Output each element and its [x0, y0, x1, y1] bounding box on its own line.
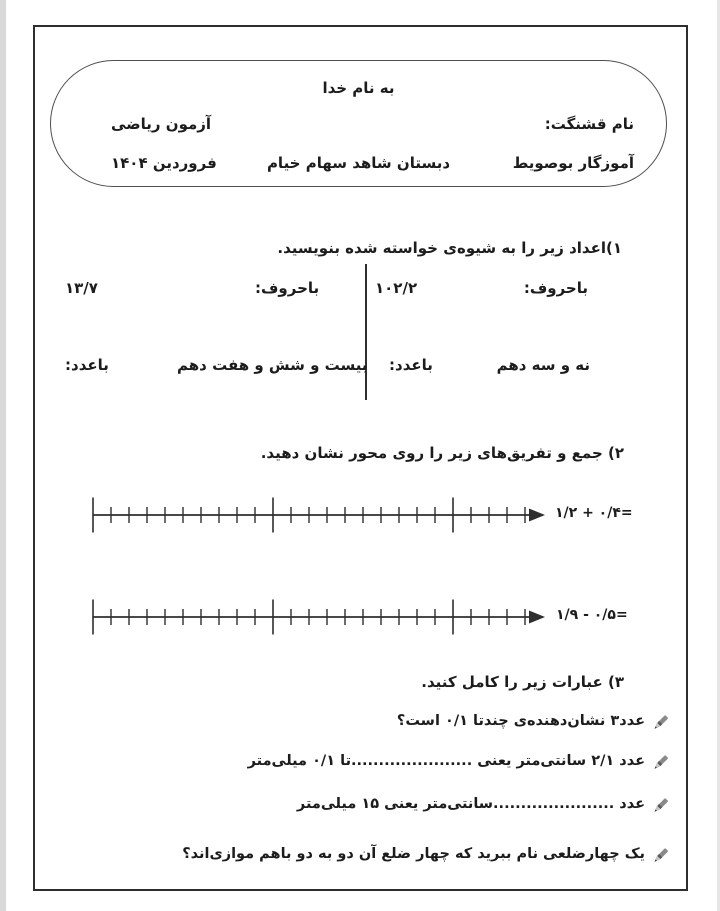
q1-words-right: نه و سه دهم [496, 356, 590, 374]
q3-item [297, 795, 670, 813]
question-1-column-divider [365, 264, 367, 400]
q1-inletters-label-left: باحروف: [255, 279, 320, 297]
q3-item [248, 752, 670, 770]
q2-expression-2: ۱/۹ - ۰/۵= [556, 607, 628, 623]
question-1-title: ۱)اعداد زیر را به شیوه‌ی خواسته شده بنویسید. [277, 239, 622, 257]
exam-title: آزمون ریاضی [111, 115, 212, 133]
question-3-title: ۳) عبارات زیر را کامل کنید. [421, 673, 624, 691]
q1-number-right: ۱۰۲/۲ [375, 279, 418, 297]
worksheet-page [33, 25, 688, 891]
q2-expression-1: ۱/۲ + ۰/۴= [555, 505, 633, 521]
teacher-name: آموزگار بوصویط [512, 154, 634, 172]
q1-indigits-label-left: باعدد: [65, 356, 109, 374]
pencil-icon [648, 710, 673, 735]
student-name-label: نام قشنگت: [544, 115, 634, 133]
pencil-icon [648, 750, 673, 775]
q3-item-text: عدد ......................سانتی‌متر یعنی ۱۵ میلی‌متر [296, 796, 645, 812]
q3-item-text: عدد۳ نشان‌دهنده‌ی چندتا ۰/۱ است؟ [396, 713, 645, 729]
number-line-1 [85, 494, 560, 536]
q3-item-text: عدد ۲/۱ سانتی‌متر یعنی ......................تا ۰/۱ میلی‌متر [247, 753, 645, 769]
q3-item-text: یک چهارضلعی نام ببرید که چهار ضلع آن دو به دو باهم موازی‌اند؟ [182, 846, 645, 862]
pencil-icon [648, 793, 673, 818]
scan-edge-left [0, 0, 6, 911]
number-line-2 [85, 596, 560, 638]
q3-item [397, 712, 670, 730]
bismillah-text: به نام خدا [322, 79, 395, 97]
q1-words-left: بیست و شش و هفت دهم [177, 356, 368, 374]
header-box [50, 60, 667, 187]
exam-date: فروردین ۱۴۰۴ [111, 154, 217, 172]
question-2-title: ۲) جمع و تفریق‌های زیر را روی محور نشان دهید. [260, 444, 624, 462]
q1-inletters-label-right: باحروف: [523, 279, 588, 297]
q1-number-left: ۱۳/۷ [65, 279, 98, 297]
q1-indigits-label-right: باعدد: [389, 356, 433, 374]
pencil-icon [648, 843, 673, 868]
q3-item [182, 845, 670, 863]
school-name: دبستان شاهد سهام خیام [266, 154, 451, 172]
